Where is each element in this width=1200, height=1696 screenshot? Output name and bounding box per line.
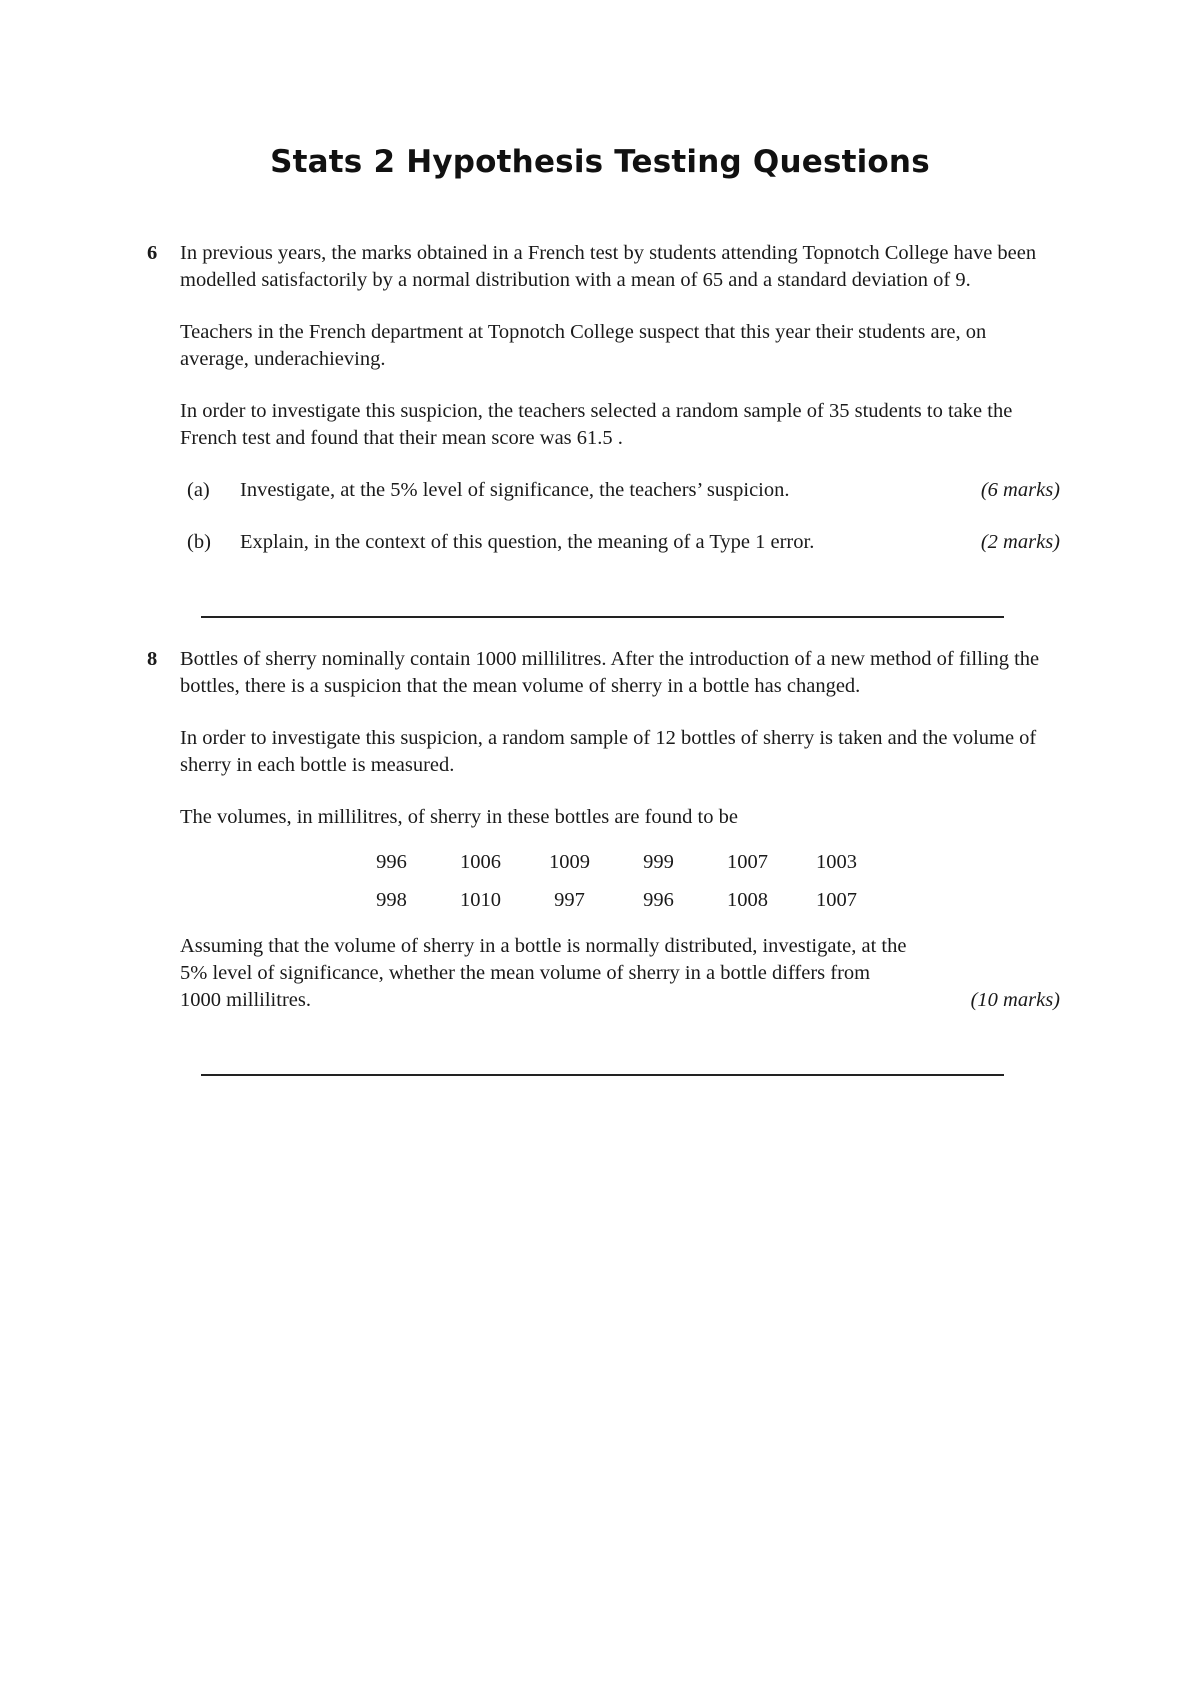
- volume-value: 996: [643, 889, 674, 911]
- marks-label: (6 marks): [980, 479, 1060, 501]
- question-paragraph: [180, 933, 1060, 1014]
- question-paragraph: In order to investigate this suspicion, a random sample of 12 bottles of sherry is taken and the volume of sherry in each bottle is measured.: [180, 727, 1037, 776]
- volume-value: 1007: [816, 889, 857, 911]
- table-row: [347, 843, 1060, 881]
- part-text: Investigate, at the 5% level of significance, the teachers’ suspicion.: [240, 479, 790, 501]
- text-line: 5% level of significance, whether the mean volume of sherry in a bottle differs from: [180, 962, 871, 984]
- part-label: (b): [187, 531, 211, 553]
- question-8: [147, 646, 1060, 1014]
- volume-value: 998: [376, 889, 407, 911]
- volume-value: 1010: [460, 889, 501, 911]
- table-row: [347, 881, 1060, 919]
- volume-value: 999: [643, 851, 674, 873]
- question-part-a: [187, 477, 1060, 504]
- divider: [201, 1074, 1004, 1076]
- volume-value: 1006: [460, 851, 501, 873]
- volume-value: 1007: [727, 851, 768, 873]
- volume-value: 1003: [816, 851, 857, 873]
- page-title: Stats 2 Hypothesis Testing Questions: [270, 144, 930, 180]
- text-line-with-marks: [180, 987, 1060, 1014]
- question-part-b: [187, 529, 1060, 556]
- volume-value: 997: [554, 889, 585, 911]
- part-text: Explain, in the context of this question, the meaning of a Type 1 error.: [240, 531, 815, 553]
- part-label: (a): [187, 479, 210, 501]
- volume-value: 1008: [727, 889, 768, 911]
- text-line: Assuming that the volume of sherry in a bottle is normally distributed, investigate, at the: [180, 935, 907, 957]
- question-6: [147, 240, 1060, 581]
- question-paragraph: In order to investigate this suspicion, the teachers selected a random sample of 35 students to take the French test and found that their mean score was 61.5 .: [180, 400, 1013, 449]
- question-paragraph: The volumes, in millilitres, of sherry in these bottles are found to be: [180, 806, 738, 828]
- question-body: [180, 240, 1060, 556]
- volumes-table: [180, 843, 1060, 919]
- volume-value: 996: [376, 851, 407, 873]
- text-line: 1000 millilitres.: [180, 989, 311, 1011]
- question-number: 6: [147, 242, 158, 264]
- question-body: [180, 646, 1060, 1014]
- volume-value: 1009: [549, 851, 590, 873]
- question-paragraph: Teachers in the French department at Topnotch College suspect that this year their students are, on average, underachieving.: [180, 321, 987, 370]
- question-paragraph: In previous years, the marks obtained in a French test by students attending Topnotch College have been modelled satisfactorily by a normal distribution with a mean of 65 and a standard deviation of 9.: [180, 242, 1037, 291]
- marks-label: (10 marks): [970, 989, 1060, 1011]
- divider: [201, 616, 1004, 618]
- marks-label: (2 marks): [980, 531, 1060, 553]
- question-number: 8: [147, 648, 158, 670]
- question-paragraph: Bottles of sherry nominally contain 1000 millilitres. After the introduction of a new method of filling the bottles, there is a suspicion that the mean volume of sherry in a bottle has changed.: [180, 648, 1040, 697]
